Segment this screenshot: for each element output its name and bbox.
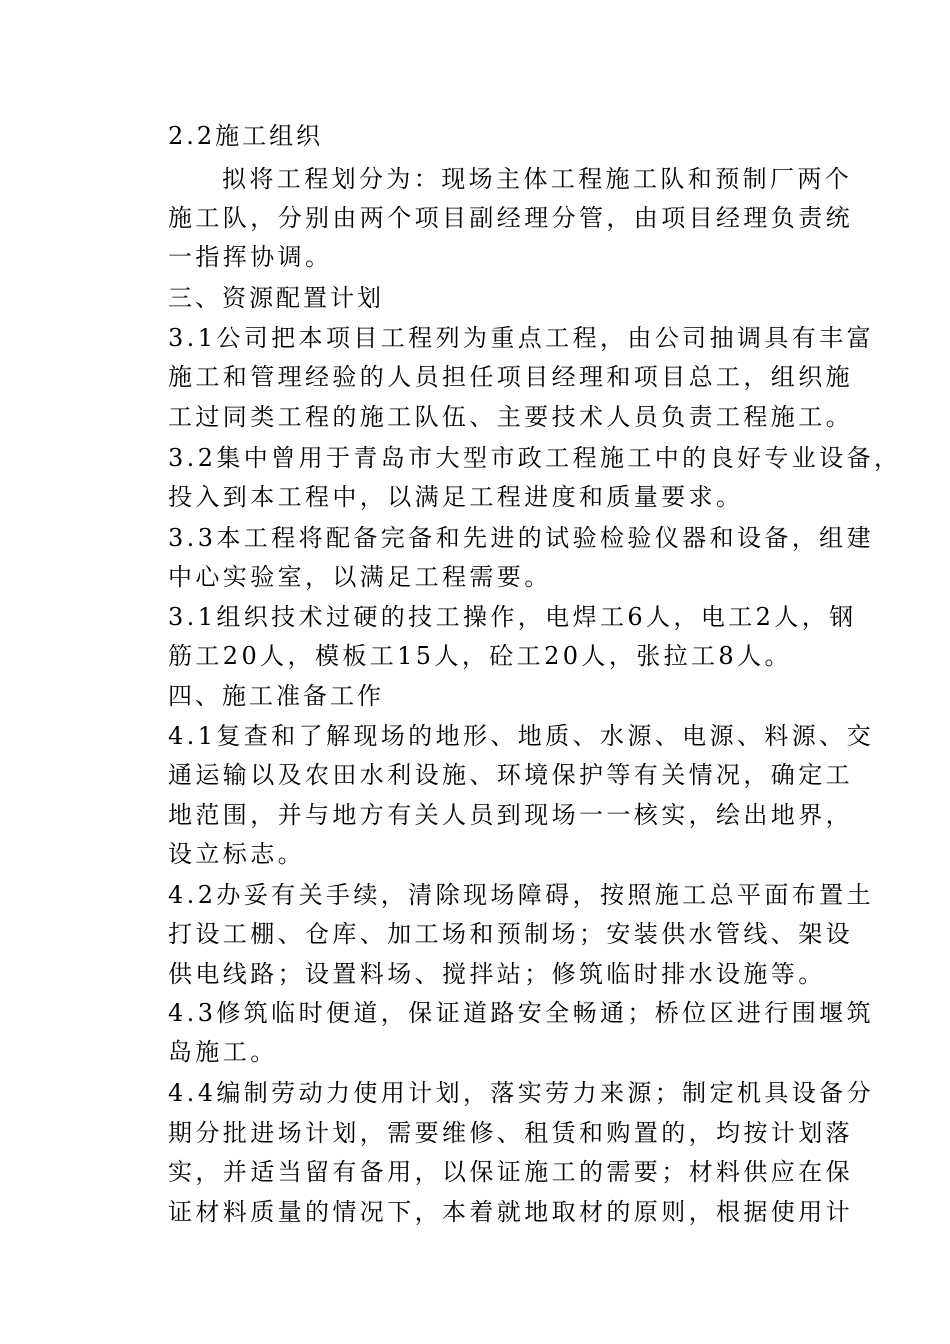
paragraph-line: 4.3修筑临时便道，保证道路安全畅通；桥位区进行围堰筑 bbox=[168, 999, 874, 1027]
paragraph-line: 3.3本工程将配备完备和先进的试验检验仪器和设备，组建 bbox=[168, 524, 874, 552]
paragraph-line: 通运输以及农田水利设施、环境保护等有关情况，确定工 bbox=[168, 761, 853, 789]
paragraph-line: 实，并适当留有备用，以保证施工的需要；材料供应在保 bbox=[168, 1158, 853, 1186]
paragraph-line: 4.1复查和了解现场的地形、地质、水源、电源、料源、交 bbox=[168, 722, 874, 750]
paragraph-line: 施工队，分别由两个项目副经理分管，由项目经理负责统 bbox=[168, 204, 853, 232]
paragraph-line: 供电线路；设置料场、搅拌站；修筑临时排水设施等。 bbox=[168, 960, 826, 988]
paragraph-line: 3.1公司把本项目工程列为重点工程，由公司抽调具有丰富 bbox=[168, 324, 874, 352]
paragraph-line: 工过同类工程的施工队伍、主要技术人员负责工程施工。 bbox=[168, 403, 853, 431]
paragraph-line: 4.2办妥有关手续，清除现场障碍，按照施工总平面布置土 bbox=[168, 881, 874, 909]
paragraph-line: 打设工棚、仓库、加工场和预制场；安装供水管线、架设 bbox=[168, 920, 853, 948]
paragraph-line: 筋工20人，模板工15人，砼工20人，张拉工8人。 bbox=[168, 642, 792, 670]
paragraph-line: 3.1组织技术过硬的技工操作，电焊工6人，电工2人，钢 bbox=[168, 603, 857, 631]
paragraph-line: 设立标志。 bbox=[168, 840, 305, 868]
paragraph-line: 一指挥协调。 bbox=[168, 243, 333, 271]
paragraph-line: 施工和管理经验的人员担任项目经理和项目总工，组织施 bbox=[168, 363, 853, 391]
paragraph-line: 岛施工。 bbox=[168, 1038, 278, 1066]
section-heading-4: 四、施工准备工作 bbox=[168, 682, 384, 710]
section-heading-3: 三、资源配置计划 bbox=[168, 284, 384, 312]
paragraph-line: 投入到本工程中，以满足工程进度和质量要求。 bbox=[168, 483, 744, 511]
paragraph-line: 3.2集中曾用于青岛市大型市政工程施工中的良好专业设备， bbox=[168, 444, 902, 472]
section-heading-2-2: 2.2施工组织 bbox=[168, 122, 324, 150]
paragraph-line: 4.4编制劳动力使用计划，落实劳力来源；制定机具设备分 bbox=[168, 1079, 874, 1107]
paragraph-line: 证材料质量的情况下，本着就地取材的原则，根据使用计 bbox=[168, 1198, 853, 1226]
paragraph-line: 中心实验室，以满足工程需要。 bbox=[168, 563, 552, 591]
paragraph-line: 期分批进场计划，需要维修、租赁和购置的，均按计划落 bbox=[168, 1119, 853, 1147]
paragraph-line: 拟将工程划分为：现场主体工程施工队和预制厂两个 bbox=[222, 165, 853, 193]
paragraph-line: 地范围，并与地方有关人员到现场一一核实，绘出地界， bbox=[168, 801, 853, 829]
